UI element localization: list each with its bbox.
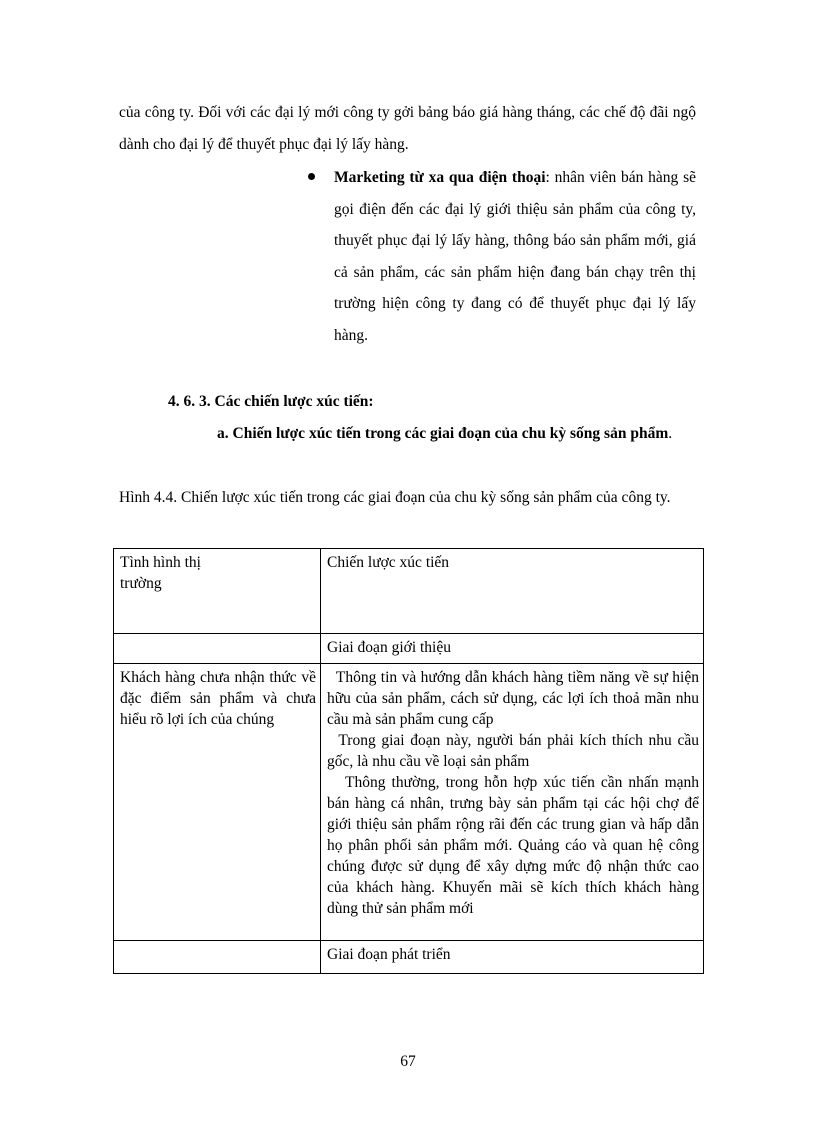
table-header-row bbox=[114, 549, 704, 634]
bullet-item-telemarketing bbox=[334, 162, 696, 351]
strategy-content-cell bbox=[321, 664, 704, 941]
market-situation-cell: Khách hàng chưa nhận thức về đặc điểm sản phẩm và chưa hiểu rõ lợi ích của chúng bbox=[114, 664, 321, 941]
table-row-phase2 bbox=[114, 941, 704, 974]
phase2-label-cell: Giai đoạn phát triển bbox=[321, 941, 704, 974]
table-row-introduction-content bbox=[114, 664, 704, 941]
subsection-heading-period: . bbox=[668, 425, 673, 442]
header-cell-market-situation: Tình hình thị trường bbox=[114, 549, 321, 634]
table-row-phase1 bbox=[114, 634, 704, 664]
strategy-paragraph: Thông thường, trong hỗn hợp xúc tiến cần nhấn mạnh bán hàng cá nhân, trưng bày sản phẩm tại các hội chợ để giới thiệu sản phẩm rộng rãi đến các trung gian và hấp dẫn họ phân phối sản phẩm mới. Quảng cáo và quan hệ công chúng được sử dụng để xây dựng mức độ nhận thức cao của khách hàng. Khuyến mãi sẽ kích thích khách hàng dùng thử sản phẩm mới bbox=[327, 774, 703, 917]
intro-paragraph: của công ty. Đối với các đại lý mới công ty gởi bảng báo giá hàng tháng, các chế độ đãi ngộ dành cho đại lý để thuyết phục đại lý lấy hàng. bbox=[119, 104, 696, 153]
bullet-body: : nhân viên bán hàng sẽ gọi điện đến các đại lý giới thiệu sản phẩm của công ty, thuyết phục đại lý lấy hàng, thông báo sản phẩm mới, giá cả sản phẩm, các sản phẩm hiện đang bán chạy trên thị trường hiện công ty đang có để thuyết phục đại lý lấy hàng. bbox=[334, 169, 696, 344]
strategy-paragraph: Thông tin và hướng dẫn khách hàng tiềm năng về sự hiện hữu của sản phẩm, cách sử dụng, các lợi ích thoả mãn nhu cầu mà sản phẩm cung cấp bbox=[327, 669, 703, 728]
table-cell-empty bbox=[114, 941, 321, 974]
bullet-dot-icon bbox=[308, 173, 315, 180]
bullet-paragraph bbox=[334, 162, 696, 351]
phase1-label-cell: Giai đoạn giới thiệu bbox=[321, 634, 704, 664]
strategy-paragraph: Trong giai đoạn này, người bán phải kích thích nhu cầu gốc, là nhu cầu về loại sản phẩm bbox=[327, 732, 703, 770]
page-number: 67 bbox=[400, 1053, 416, 1070]
promotion-strategy-table bbox=[113, 548, 704, 974]
subsection-heading-text: a. Chiến lược xúc tiến trong các giai đoạn của chu kỳ sống sản phẩm bbox=[217, 425, 669, 442]
header-cell-strategy: Chiến lược xúc tiến bbox=[321, 549, 704, 634]
subsection-heading bbox=[119, 418, 696, 450]
figure-caption: Hình 4.4. Chiến lược xúc tiến trong các giai đoạn của chu kỳ sống sản phẩm của công ty. bbox=[119, 489, 671, 506]
table-cell-empty bbox=[114, 634, 321, 664]
section-heading: 4. 6. 3. Các chiến lược xúc tiến: bbox=[168, 393, 374, 410]
bullet-title: Marketing từ xa qua điện thoại bbox=[334, 169, 546, 186]
